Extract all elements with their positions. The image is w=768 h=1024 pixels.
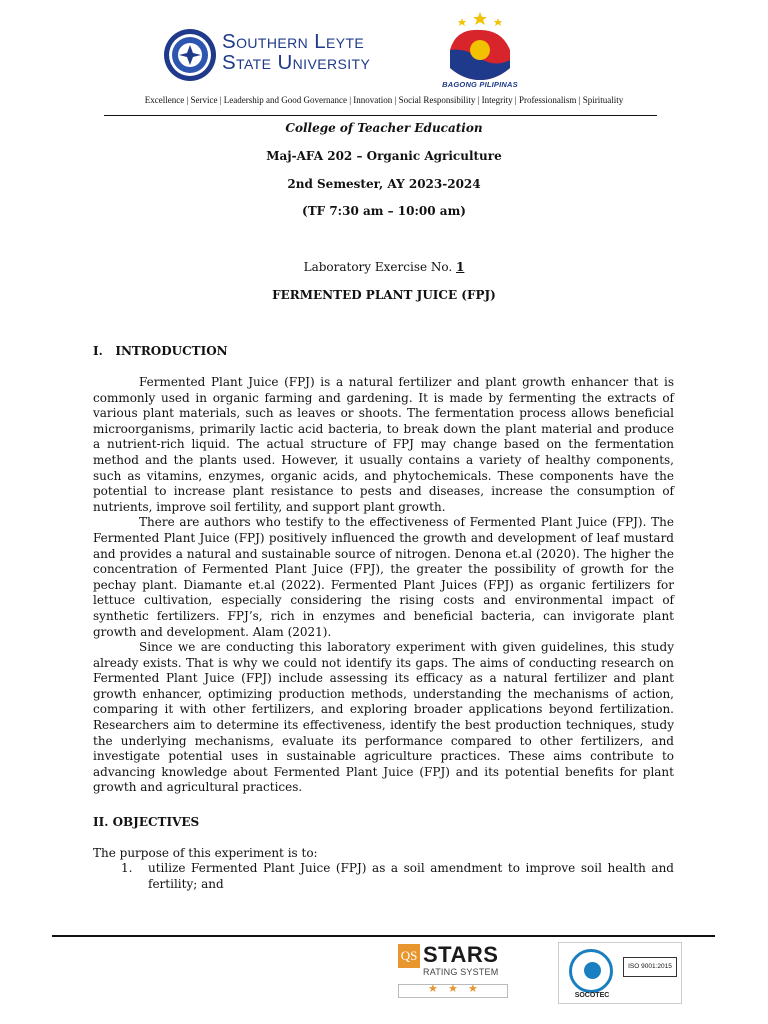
university-name	[222, 31, 370, 73]
header-divider	[104, 115, 657, 116]
socotec-iso-badge	[558, 942, 682, 1004]
socotec-name: SOCOTEC	[574, 992, 610, 999]
iso-certificate: ISO 9001:2015	[623, 957, 677, 977]
lab-exercise-label: Laboratory Exercise No.	[303, 260, 457, 274]
bagong-pilipinas-logo	[436, 10, 524, 90]
lab-exercise-line	[0, 260, 768, 274]
course-title: Maj-AFA 202 – Organic Agriculture	[266, 149, 502, 163]
college-name: College of Teacher Education	[285, 121, 483, 135]
socotec-logo-core	[584, 962, 601, 979]
core-values: Excellence | Service | Leadership and Good Governance | Innovation | Social Responsibility | Integrity | Professionalism | Spirituality	[144, 95, 624, 105]
schedule: (TF 7:30 am – 10:00 am)	[302, 204, 466, 218]
qs-logo-mark: QS	[398, 944, 420, 968]
lab-exercise-number: 1	[456, 260, 465, 274]
objective-item	[121, 861, 674, 892]
star-icon: ★	[468, 982, 478, 995]
star-icon: ★	[428, 982, 438, 995]
qs-stars-badge	[398, 944, 511, 1002]
qs-rating-system: RATING SYSTEM	[423, 967, 499, 977]
intro-paragraph-2: There are authors who testify to the effectiveness of Fermented Plant Juice (FPJ). The Fermented Plant Juice (FPJ) positively influenced the growth and development of leaf mustard and provides a natural and sustainable source of nitrogen. Denona et.al (2020). The higher the concentration of Fermented Plant Juice (FPJ), the greater the possibility of growth for the pechay plant. Diamante et.al (2022). Fermented Plant Juices (FPJ) as organic fertilizers for lettuce cultivation, especially considering the rising costs and environmental impact of synthetic fertilizers. FPJ’s, rich in enzymes and beneficial bacteria, can invigorate plant growth and development. Alam (2021).	[93, 515, 674, 639]
university-seal-logo	[163, 28, 217, 82]
introduction-body	[93, 375, 674, 796]
intro-paragraph-3: Since we are conducting this laboratory experiment with given guidelines, this study already exists. That is why we could not identify its gaps. The aims of conducting research on Fermented Plant Juice (FPJ) include assessing its efficacy as a natural fertilizer and plant growth enhancer, optimizing production methods, understanding the mechanisms of action, comparing it with other fertilizers, and exploring broader applications beyond fertilization. Researchers aim to determine its effectiveness, identify the best production techniques, study the underlying mechanisms, evaluate its performance compared to other fertilizers, and investigate potential uses in sustainable agriculture practices. These aims contribute to advancing knowledge about Fermented Plant Juice (FPJ) and its potential benefits for plant growth and agricultural practices.	[93, 640, 674, 795]
bagong-pilipinas-text: BAGONG PILIPINAS	[442, 80, 518, 89]
objective-text: utilize Fermented Plant Juice (FPJ) as a soil amendment to improve soil health and fertility; and	[148, 861, 674, 891]
semester: 2nd Semester, AY 2023-2024	[287, 177, 481, 191]
introduction-heading: I. INTRODUCTION	[93, 344, 228, 358]
qs-stars-title: STARS	[423, 942, 499, 967]
intro-paragraph-1: Fermented Plant Juice (FPJ) is a natural fertilizer and plant growth enhancer that is commonly used in organic farming and gardening. It is made by fermenting the extracts of various plant materials, such as leaves or shoots. The fermentation process allows beneficial microorganisms, primarily lactic acid bacteria, to break down the plant material and produce a nutrient-rich liquid. The actual structure of FPJ may change based on the fermentation method and the plants used. However, it usually contains a variety of healthy components, such as vitamins, enzymes, organic acids, and phytochemicals. These components have the potential to increase plant resistance to pests and diseases, increase the consumption of nutrients, improve soil fertility, and support plant growth.	[93, 375, 674, 514]
objective-number: 1.	[121, 861, 133, 875]
footer-divider	[52, 935, 715, 937]
objectives-heading: II. OBJECTIVES	[93, 815, 200, 829]
university-name-line2: State University	[222, 51, 371, 74]
socotec-logo-icon	[569, 949, 613, 993]
university-name-line1: Southern Leyte	[222, 30, 365, 53]
objectives-intro: The purpose of this experiment is to:	[93, 846, 318, 860]
star-icon: ★	[448, 982, 458, 995]
experiment-title: FERMENTED PLANT JUICE (FPJ)	[272, 288, 496, 302]
